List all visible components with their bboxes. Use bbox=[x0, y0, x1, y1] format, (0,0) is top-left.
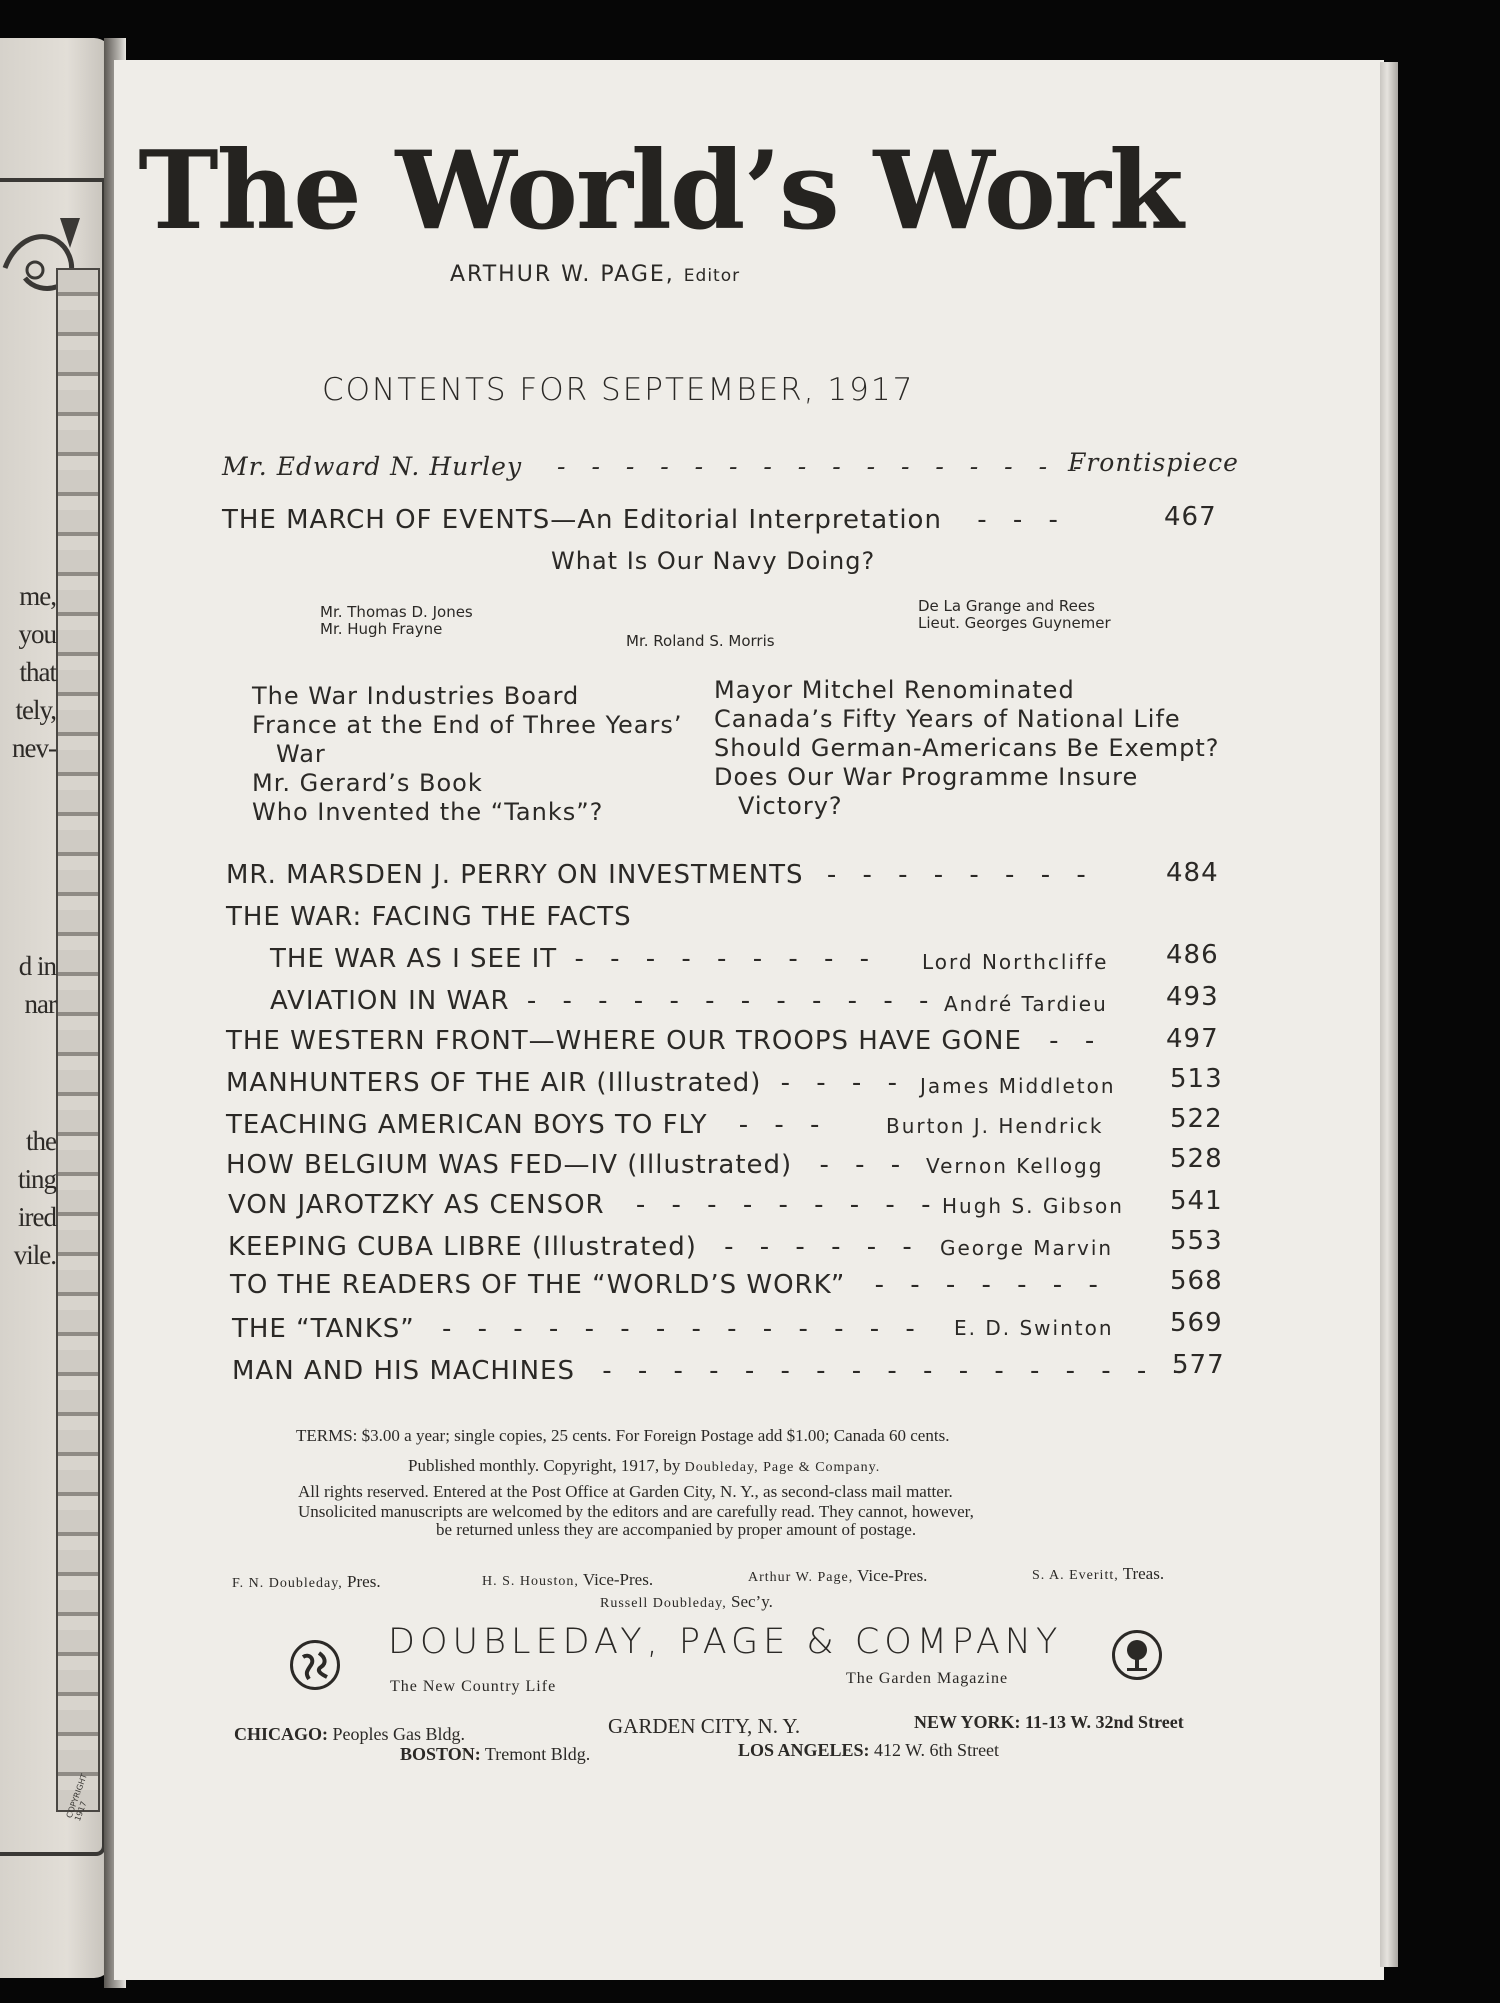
entry-author: James Middleton bbox=[920, 1074, 1116, 1098]
address-chicago: CHICAGO: Peoples Gas Bldg. bbox=[234, 1724, 465, 1744]
text-fragment: nar bbox=[24, 989, 56, 1019]
entry-title: MR. MARSDEN J. PERRY ON INVESTMENTS bbox=[226, 860, 804, 890]
copyright-mark: COPYRIGHT 1917 bbox=[64, 1772, 89, 1823]
page-number: 493 bbox=[1166, 982, 1219, 1012]
section-subhead: What Is Our Navy Doing? bbox=[551, 547, 876, 575]
officer-secretary: Russell Doubleday, Sec’y. bbox=[600, 1592, 773, 1611]
topic-item[interactable]: The War Industries Board bbox=[252, 682, 580, 710]
portrait-name: De La Grange and Rees bbox=[918, 597, 1095, 615]
entry-title: TEACHING AMERICAN BOYS TO FLY bbox=[226, 1110, 708, 1140]
text-fragment: that bbox=[19, 657, 56, 687]
magazine-title: The World’s Work bbox=[138, 128, 1182, 254]
march-of-events-entry[interactable] bbox=[222, 505, 1067, 535]
magazine-garden: The Garden Magazine bbox=[846, 1670, 1009, 1687]
entry-author: Burton J. Hendrick bbox=[886, 1114, 1104, 1138]
page-edges bbox=[1380, 62, 1398, 1967]
leader-dots: - - - - - - - - - - - - - - - - - bbox=[602, 1356, 1191, 1386]
page-number: 553 bbox=[1170, 1226, 1223, 1256]
entry-title: Mr. Edward N. Hurley bbox=[222, 452, 523, 481]
entry-title: HOW BELGIUM WAS FED—IV (Illustrated) bbox=[226, 1150, 793, 1180]
text-fragment: the bbox=[26, 1126, 56, 1156]
entry-title: THE WAR AS I SEE IT bbox=[270, 944, 558, 974]
text-fragment: me, bbox=[19, 581, 56, 611]
frontispiece-entry[interactable] bbox=[222, 452, 1090, 481]
entry-author: Lord Northcliffe bbox=[922, 950, 1109, 974]
topic-item[interactable]: War bbox=[276, 740, 326, 768]
editor-line bbox=[450, 262, 740, 287]
contents-entry[interactable] bbox=[226, 1150, 909, 1180]
topic-item[interactable]: Should German-Americans Be Exempt? bbox=[714, 734, 1220, 762]
page-number: 577 bbox=[1172, 1350, 1225, 1380]
text-fragment: vile. bbox=[13, 1240, 56, 1270]
officer-president: F. N. Doubleday, Pres. bbox=[232, 1572, 381, 1591]
text-fragment: d in bbox=[18, 951, 56, 981]
text-fragment: you bbox=[18, 619, 56, 649]
entry-author: Vernon Kellogg bbox=[926, 1154, 1104, 1178]
officer-treasurer: S. A. Everitt, Treas. bbox=[1032, 1564, 1165, 1583]
page-number: 513 bbox=[1170, 1064, 1223, 1094]
ornamental-column bbox=[56, 268, 100, 1812]
tree-icon bbox=[1112, 1630, 1162, 1680]
officer-vice-president: H. S. Houston, Vice-Pres. bbox=[482, 1570, 654, 1589]
text-fragment: nev- bbox=[12, 733, 56, 763]
page-number: 528 bbox=[1170, 1144, 1223, 1174]
terms-line: All rights reserved. Entered at the Post Office at Garden City, N. Y., as second-class mail matter. bbox=[298, 1482, 953, 1501]
contents-entry[interactable] bbox=[226, 1026, 1103, 1056]
entry-author: André Tardieu bbox=[944, 992, 1108, 1016]
contents-entry[interactable] bbox=[226, 860, 1095, 890]
leader-dots: - - - bbox=[977, 505, 1067, 535]
page-number: 484 bbox=[1166, 858, 1219, 888]
contents-entry[interactable] bbox=[228, 1232, 921, 1262]
topic-item[interactable]: Does Our War Programme Insure bbox=[714, 763, 1139, 791]
page-number: 522 bbox=[1170, 1104, 1223, 1134]
text-fragment: tely, bbox=[15, 695, 56, 725]
portrait-name: Mr. Hugh Frayne bbox=[320, 620, 443, 638]
publisher-name: DOUBLEDAY, PAGE & COMPANY bbox=[388, 1622, 1063, 1662]
topic-item[interactable]: Who Invented the “Tanks”? bbox=[252, 798, 604, 826]
entry-title: AVIATION IN WAR bbox=[270, 986, 510, 1016]
portrait-name: Lieut. Georges Guynemer bbox=[918, 614, 1111, 632]
entry-title: MANHUNTERS OF THE AIR (Illustrated) bbox=[226, 1068, 762, 1098]
entry-title: MAN AND HIS MACHINES bbox=[232, 1356, 575, 1386]
topics-left bbox=[252, 682, 683, 827]
portrait-list-right bbox=[918, 598, 1111, 632]
magazine-country-life: The New Country Life bbox=[390, 1678, 557, 1695]
officer-vice-president: Arthur W. Page, Vice-Pres. bbox=[748, 1566, 928, 1585]
topic-item[interactable]: France at the End of Three Years’ bbox=[252, 711, 683, 739]
address-new-york: NEW YORK: 11-13 W. 32nd Street bbox=[914, 1712, 1184, 1732]
publisher-name-inline: Doubleday, Page & Company. bbox=[684, 1460, 881, 1475]
address-los-angeles: LOS ANGELES: 412 W. 6th Street bbox=[738, 1740, 1000, 1760]
terms-line: Unsolicited manuscripts are welcomed by the editors and are carefully read. They cannot, however, bbox=[298, 1502, 974, 1521]
leader-dots: - - bbox=[1049, 1026, 1104, 1056]
topic-item[interactable]: Canada’s Fifty Years of National Life bbox=[714, 705, 1181, 733]
entry-author: George Marvin bbox=[940, 1236, 1114, 1260]
contents-entry[interactable] bbox=[226, 1068, 906, 1098]
entry-title: KEEPING CUBA LIBRE (Illustrated) bbox=[228, 1232, 697, 1262]
page-number: 497 bbox=[1166, 1024, 1219, 1054]
leader-dots: - - - - - - - - bbox=[826, 860, 1095, 890]
entry-author: E. D. Swinton bbox=[954, 1316, 1114, 1340]
contents-entry[interactable] bbox=[232, 1356, 1191, 1386]
text-fragment: ting bbox=[17, 1164, 56, 1194]
portrait-list-center bbox=[626, 633, 775, 650]
contents-entry[interactable] bbox=[270, 944, 878, 974]
terms-line: be returned unless they are accompanied by proper amount of postage. bbox=[436, 1520, 917, 1539]
portrait-name: Mr. Thomas D. Jones bbox=[320, 603, 473, 621]
frontispiece-page: Frontispiece bbox=[1068, 448, 1239, 477]
topic-item[interactable]: Victory? bbox=[738, 792, 843, 820]
editor-role: Editor bbox=[683, 266, 741, 286]
entry-title: VON JAROTZKY AS CENSOR bbox=[228, 1190, 605, 1220]
leader-dots: - - - - - - - - - bbox=[574, 944, 879, 974]
entry-title: THE “TANKS” bbox=[232, 1314, 415, 1344]
leader-dots: - - - - - - - - - - - - bbox=[526, 986, 938, 1016]
leader-dots: - - - - - - - - - - - - - - bbox=[441, 1314, 924, 1344]
contents-heading: CONTENTS FOR SEPTEMBER, 1917 bbox=[322, 372, 915, 408]
contents-entry[interactable] bbox=[232, 1314, 924, 1344]
portrait-name: Mr. Roland S. Morris bbox=[626, 632, 775, 650]
address-boston: BOSTON: Tremont Bldg. bbox=[400, 1744, 591, 1764]
leader-dots: - - - bbox=[738, 1110, 829, 1140]
leader-dots: - - - - - - - - - - - - - - - - bbox=[557, 452, 1091, 481]
page-number: 467 bbox=[1164, 502, 1217, 532]
page-number: 486 bbox=[1166, 940, 1219, 970]
leader-dots: - - - - - - - - - bbox=[635, 1190, 940, 1220]
address-garden-city: GARDEN CITY, N. Y. bbox=[608, 1714, 801, 1738]
entry-title: THE MARCH OF EVENTS—An Editorial Interpretation bbox=[222, 505, 942, 535]
globe-icon bbox=[290, 1640, 340, 1690]
portrait-list-left bbox=[320, 604, 473, 638]
entry-author: Hugh S. Gibson bbox=[942, 1194, 1124, 1218]
text-fragment: ired bbox=[18, 1202, 56, 1232]
topic-item[interactable]: Mr. Gerard’s Book bbox=[252, 769, 483, 797]
topic-item[interactable]: Mayor Mitchel Renominated bbox=[714, 676, 1075, 704]
topics-right bbox=[714, 676, 1219, 821]
leader-dots: - - - - bbox=[780, 1068, 906, 1098]
contents-entry[interactable] bbox=[226, 1110, 828, 1140]
page-number: 541 bbox=[1170, 1186, 1223, 1216]
contents-entry[interactable] bbox=[230, 1270, 1107, 1300]
entry-title: TO THE READERS OF THE “WORLD’S WORK” bbox=[230, 1270, 846, 1300]
editor-name: ARTHUR W. PAGE, bbox=[450, 262, 675, 287]
page-number: 568 bbox=[1170, 1266, 1223, 1296]
facing-page bbox=[0, 38, 112, 1978]
entry-title: THE WESTERN FRONT—WHERE OUR TROOPS HAVE GONE bbox=[226, 1026, 1022, 1056]
terms-line: Published monthly. Copyright, 1917, by Doubleday, Page & Company. bbox=[408, 1456, 881, 1475]
leader-dots: - - - - - - - bbox=[874, 1270, 1107, 1300]
leader-dots: - - - - - - bbox=[724, 1232, 921, 1262]
page-number: 569 bbox=[1170, 1308, 1223, 1338]
contents-page bbox=[114, 60, 1384, 1980]
contents-section-heading[interactable]: THE WAR: FACING THE FACTS bbox=[226, 902, 632, 932]
contents-entry[interactable] bbox=[270, 986, 937, 1016]
terms-line: TERMS: $3.00 a year; single copies, 25 cents. For Foreign Postage add $1.00; Canada 60 cents. bbox=[296, 1426, 950, 1445]
contents-entry[interactable] bbox=[228, 1190, 939, 1220]
leader-dots: - - - bbox=[819, 1150, 910, 1180]
